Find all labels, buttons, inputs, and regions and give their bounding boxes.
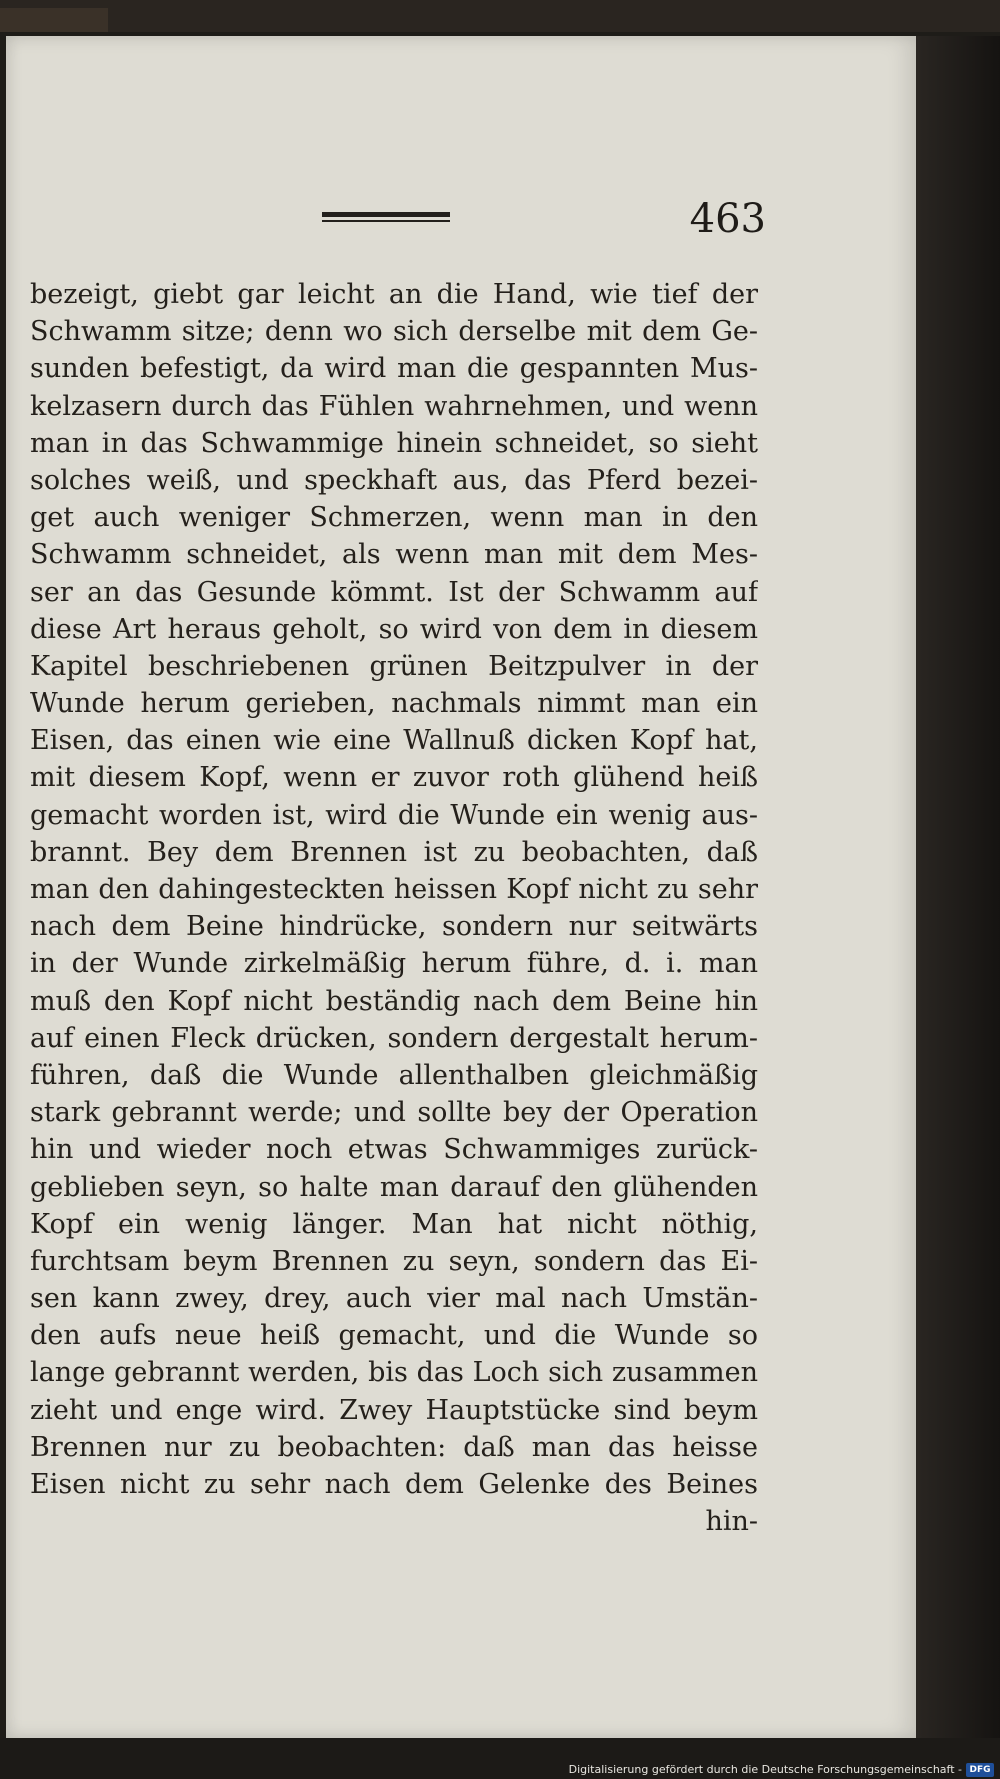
text-line: kelzasern durch das Fühlen wahrnehmen, und wenn	[30, 390, 758, 422]
text-line: Kopf ein wenig länger. Man hat nicht nöthig,	[30, 1208, 758, 1240]
text-line: solches weiß, und speckhaft aus, das Pferd bezei-	[30, 464, 758, 496]
text-line: sen kann zwey, drey, auch vier mal nach Umstän-	[30, 1283, 758, 1315]
text-line: get auch weniger Schmerzen, wenn man in den	[30, 502, 758, 534]
text-line: zieht und enge wird. Zwey Hauptstücke sind beym	[30, 1394, 758, 1426]
text-line: brannt. Bey dem Brennen ist zu beobachten, daß	[30, 836, 758, 868]
text-line: Eisen nicht zu sehr nach dem Gelenke des Beines	[30, 1469, 758, 1500]
scan-top-strip	[0, 0, 1000, 32]
text-line: hin und wieder noch etwas Schwammiges zurück-	[30, 1134, 758, 1166]
text-line: hin-	[705, 1506, 758, 1538]
dfg-logo: DFG	[966, 1763, 994, 1777]
header-rule-thin	[322, 220, 450, 222]
text-line: muß den Kopf nicht beständig nach dem Beine hin	[30, 985, 758, 1017]
text-line: Schwamm schneidet, als wenn man mit dem Mes-	[30, 539, 758, 571]
text-line: Kapitel beschriebenen grünen Beitzpulver in der	[30, 650, 758, 682]
text-line: geblieben seyn, so halte man darauf den glühenden	[30, 1171, 758, 1203]
text-line: auf einen Fleck drücken, sondern dergestalt herum-	[30, 1022, 758, 1054]
body-text	[30, 276, 758, 1540]
funding-credit: Digitalisierung gefördert durch die Deutsche Forschungsgemeinschaft -	[568, 1763, 962, 1776]
text-line: den aufs neue heiß gemacht, und die Wunde so	[30, 1320, 758, 1352]
text-line: nach dem Beine hindrücke, sondern nur seitwärts	[30, 911, 758, 943]
text-line: man den dahingesteckten heissen Kopf nicht zu sehr	[30, 874, 758, 905]
text-line: man in das Schwammige hinein schneidet, so sieht	[30, 427, 758, 459]
text-line: bezeigt, giebt gar leicht an die Hand, wie tief der	[30, 279, 758, 310]
page-edge-shadow	[916, 36, 1000, 1738]
text-line: ser an das Gesunde kömmt. Ist der Schwamm auf	[30, 576, 758, 608]
text-line: lange gebrannt werden, bis das Loch sich zusammen	[30, 1357, 758, 1389]
text-line: furchtsam beym Brennen zu seyn, sondern das Ei-	[30, 1245, 758, 1277]
text-line: diese Art heraus geholt, so wird von dem in diesem	[30, 613, 758, 645]
text-line: Eisen, das einen wie eine Wallnuß dicken Kopf hat,	[30, 725, 758, 757]
text-line: stark gebrannt werde; und sollte bey der Operation	[30, 1097, 758, 1129]
scan-corner-tab	[0, 8, 108, 32]
header-rule-thick	[322, 212, 450, 217]
text-line: Wunde herum gerieben, nachmals nimmt man ein	[30, 688, 758, 720]
header-ornament-rule	[322, 212, 450, 224]
page-number: 463	[689, 196, 766, 242]
text-line: gemacht worden ist, wird die Wunde ein wenig aus-	[30, 799, 758, 831]
text-line: sunden befestigt, da wird man die gespannten Mus-	[30, 353, 758, 385]
text-line: in der Wunde zirkelmäßig herum führe, d. i. man	[30, 948, 758, 980]
text-line: Schwamm sitze; denn wo sich derselbe mit dem Ge-	[30, 316, 758, 348]
text-line: mit diesem Kopf, wenn er zuvor roth glühend heiß	[30, 762, 758, 794]
text-line: Brennen nur zu beobachten: daß man das heisse	[30, 1431, 758, 1463]
book-page	[6, 36, 916, 1738]
text-line: führen, daß die Wunde allenthalben gleichmäßig	[30, 1059, 758, 1091]
